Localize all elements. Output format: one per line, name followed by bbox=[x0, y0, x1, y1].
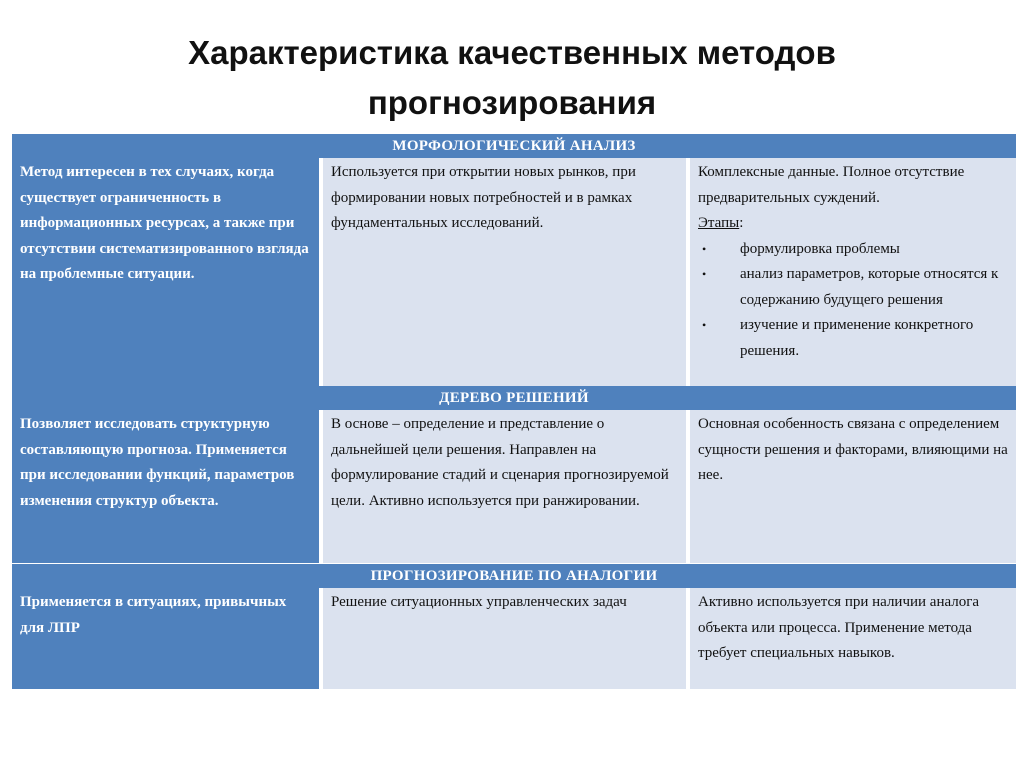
section-header-analogy: ПРОГНОЗИРОВАНИЕ ПО АНАЛОГИИ bbox=[12, 564, 1016, 589]
stages-label: Этапы bbox=[698, 215, 740, 231]
stages-label-line bbox=[698, 211, 1008, 237]
table-row-analogy bbox=[12, 588, 1016, 689]
list-item bbox=[698, 313, 1008, 364]
features-text: Комплексные данные. Полное отсутствие предварительных суждений. bbox=[698, 164, 965, 206]
list-item bbox=[698, 262, 1008, 313]
stage-text: изучение и применение конкретного решения. bbox=[740, 317, 974, 359]
cell-usage: Используется при открытии новых рынков, при формировании новых потребностей и в рамках фундаментальных исследований. bbox=[323, 158, 688, 386]
cell-features: Основная особенность связана с определением сущности решения и факторами, влияющими на нее. bbox=[690, 410, 1016, 563]
cell-usage: Решение ситуационных управленческих задач bbox=[323, 588, 688, 689]
page-title-line-1: Характеристика качественных методов bbox=[188, 34, 836, 71]
cell-application: Метод интересен в тех случаях, когда существует ограниченность в информационных ресурсах, а также при отсутствии систематизированного взгляда на проблемные ситуации. bbox=[12, 158, 321, 386]
stage-text: формулировка проблемы bbox=[740, 240, 900, 257]
section-header-morphological: МОРФОЛОГИЧЕСКИЙ АНАЛИЗ bbox=[12, 134, 1016, 159]
page-title-line-2: прогнозирования bbox=[367, 84, 657, 121]
bullet-icon: • bbox=[702, 318, 707, 332]
stage-text: анализ параметров, которые относятся к содержанию будущего решения bbox=[740, 266, 999, 308]
table-row-decision-tree bbox=[12, 410, 1016, 563]
table-row-morphological bbox=[12, 158, 1016, 386]
page-title bbox=[0, 28, 1024, 128]
cell-application: Позволяет исследовать структурную составляющую прогноза. Применяется при исследовании функций, параметров изменения структур объекта. bbox=[12, 410, 321, 563]
stages-list bbox=[698, 237, 1008, 365]
section-header-decision-tree: ДЕРЕВО РЕШЕНИЙ bbox=[12, 386, 1016, 411]
bullet-icon: • bbox=[702, 267, 707, 281]
bullet-icon: • bbox=[702, 241, 707, 256]
cell-features: Активно используется при наличии аналога объекта или процесса. Применение метода требует специальных навыков. bbox=[690, 588, 1016, 689]
stages-colon: : bbox=[739, 215, 744, 231]
cell-features bbox=[690, 158, 1016, 386]
list-item bbox=[698, 237, 1008, 263]
cell-application: Применяется в ситуациях, привычных для ЛПР bbox=[12, 588, 321, 689]
cell-usage: В основе – определение и представление о дальнейшей цели решения. Направлен на формулирование стадий и сценария прогнозируемой цели. Активно используется при ранжировании. bbox=[323, 410, 688, 563]
